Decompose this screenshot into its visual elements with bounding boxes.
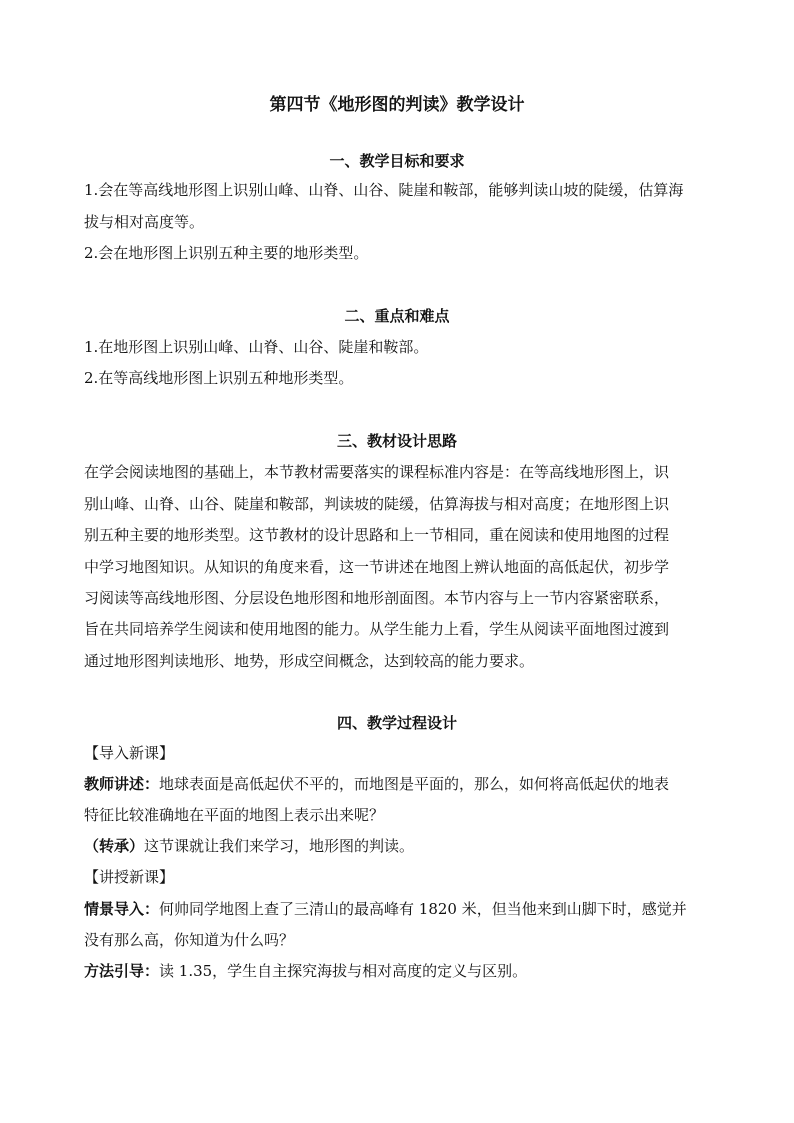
scene-intro-label: 情景导入： — [84, 900, 160, 918]
objective-item: 1.会在等高线地形图上识别山峰、山脊、山谷、陡崖和鞍部，能够判读山坡的陡缓，估算海 — [84, 181, 684, 199]
method-guide — [84, 961, 714, 981]
section-heading-key-points: 二、重点和难点 — [344, 307, 450, 325]
transition — [84, 836, 714, 856]
method-guide-text: 读 1.35，学生自主探究海拔与相对高度的定义与区别。 — [159, 962, 528, 980]
method-guide-label: 方法引导： — [84, 962, 160, 980]
transition-label: （转承） — [84, 837, 145, 855]
key-point-item: 1.在地形图上识别山峰、山脊、山谷、陡崖和鞍部。 — [84, 338, 429, 356]
scene-intro-text: 何帅同学地图上查了三清山的最高峰有 1820 米，但当他来到山脚下时，感觉并 — [159, 900, 687, 918]
page-title: 第四节《地形图的判读》教学设计 — [269, 95, 525, 115]
section-heading-design-ideas: 三、教材设计思路 — [336, 432, 457, 450]
design-paragraph-line: 习阅读等高线地形图、分层设色地形图和地形剖面图。本节内容与上一节内容紧密联系， — [84, 589, 670, 607]
scene-intro — [84, 899, 714, 919]
teacher-speech-continued: 特征比较准确地在平面的地图上表示出来呢？ — [84, 806, 385, 824]
design-paragraph-line: 中学习地图知识。从知识的角度来看，这一节讲述在地图上辨认地面的高低起伏，初步学 — [84, 558, 670, 576]
transition-text: 这节课就让我们来学习，地形图的判读。 — [144, 837, 415, 855]
intro-label: 【导入新课】 — [84, 744, 175, 762]
design-paragraph-line: 在学会阅读地图的基础上，本节教材需要落实的课程标准内容是：在等高线地形图上，识 — [84, 463, 670, 481]
teacher-speech-text: 地球表面是高低起伏不平的，而地图是平面的，那么，如何将高低起伏的地表 — [159, 775, 670, 793]
section-heading-process: 四、教学过程设计 — [336, 714, 457, 732]
objective-item-continued: 拔与相对高度等。 — [84, 213, 205, 231]
key-point-item: 2.在等高线地形图上识别五种地形类型。 — [84, 369, 354, 387]
teacher-speech — [84, 774, 714, 794]
teacher-speech-label: 教师讲述： — [84, 775, 160, 793]
design-paragraph-line: 别山峰、山脊、山谷、陡崖和鞍部，判读坡的陡缓，估算海拔与相对高度；在地形图上识 — [84, 495, 670, 513]
section-heading-objectives: 一、教学目标和要求 — [329, 152, 465, 170]
design-paragraph-line: 通过地形图判读地形、地势，形成空间概念，达到较高的能力要求。 — [84, 652, 535, 670]
objective-item: 2.会在地形图上识别五种主要的地形类型。 — [84, 244, 369, 262]
design-paragraph-line: 旨在共同培养学生阅读和使用地图的能力。从学生能力上看，学生从阅读平面地图过渡到 — [84, 620, 670, 638]
new-lesson-label: 【讲授新课】 — [84, 868, 175, 886]
scene-intro-continued: 没有那么高，你知道为什么吗？ — [84, 931, 295, 949]
design-paragraph-line: 别五种主要的地形类型。这节教材的设计思路和上一节相同，重在阅读和使用地图的过程 — [84, 526, 670, 544]
